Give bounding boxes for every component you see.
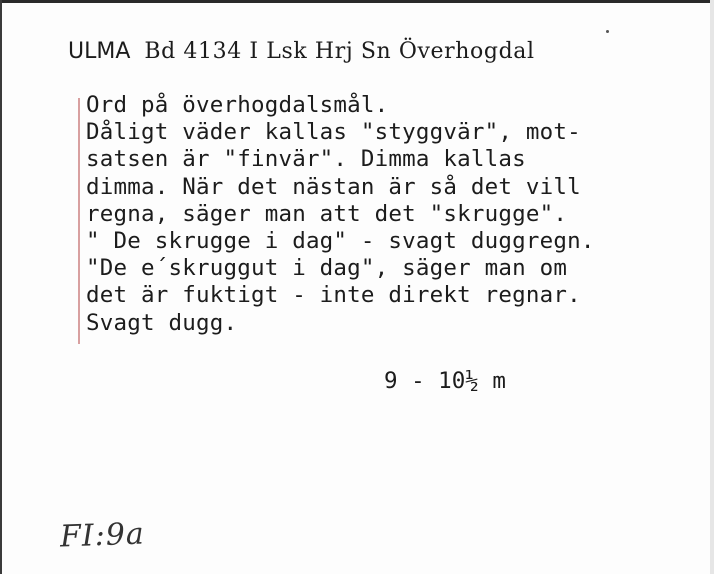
reference-line: Bd 4134 I Lsk Hrj Sn Överhogdal xyxy=(144,39,535,64)
text-line: dimma. När det nästan är så det vill xyxy=(86,173,581,200)
scan-edge-top xyxy=(0,0,714,3)
text-line: regna, säger man att det "skrugge". xyxy=(86,200,568,227)
text-line: det är fuktigt - inte direkt regnar. xyxy=(86,282,581,309)
text-line: " De skrugge i dag" - svagt duggregn. xyxy=(86,228,595,255)
text-line: satsen är "finvär". Dimma kallas xyxy=(86,146,526,173)
text-line: Ord på överhogdalsmål. xyxy=(86,92,389,118)
card-header xyxy=(68,39,535,64)
margin-rule xyxy=(78,98,80,344)
handwritten-mark: FI:9a xyxy=(59,516,146,555)
scan-edge-right xyxy=(710,0,714,574)
text-line: Svagt dugg. xyxy=(86,309,238,336)
text-line: "De e´skruggut i dag", säger man om xyxy=(86,255,568,282)
scan-edge-left xyxy=(0,0,2,574)
time-note: 9 - 10½ m xyxy=(384,368,506,394)
text-line: Dåligt väder kallas "styggvär", mot- xyxy=(86,119,581,146)
card-body xyxy=(86,92,686,337)
archive-code: ULMA xyxy=(68,39,131,64)
ink-speck xyxy=(606,30,609,33)
